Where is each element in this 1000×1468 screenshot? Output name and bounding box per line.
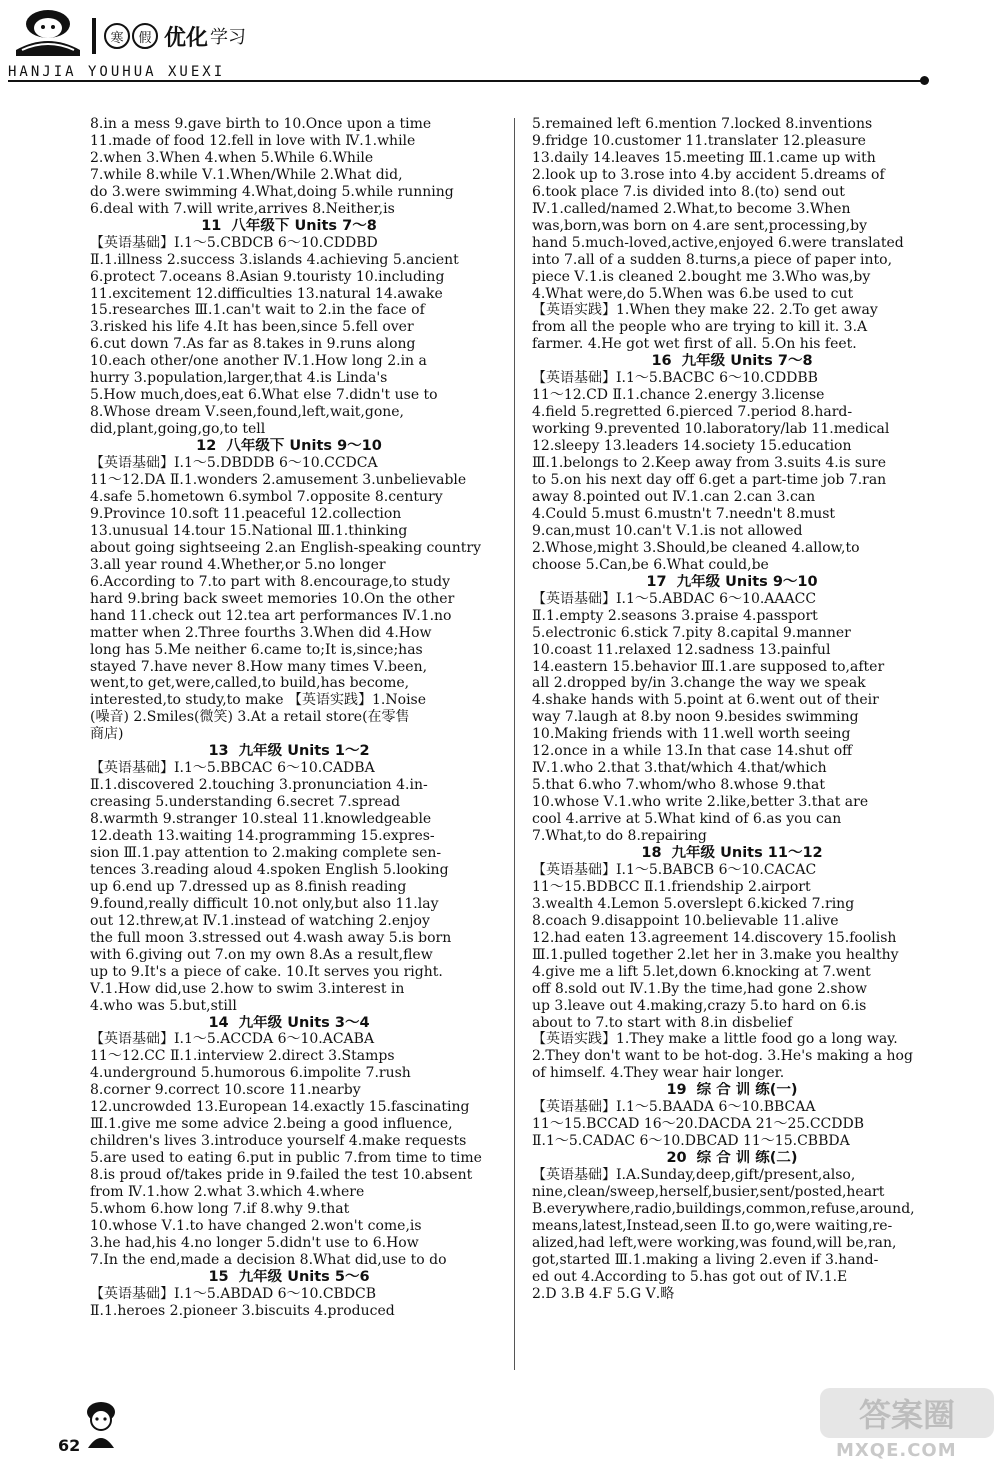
answer-line: matter when 2.Three fourths 3.When did 4.How — [90, 624, 432, 641]
answer-line: 【英语基础】Ⅰ.1～5.BACBC 6～10.CDDBB — [532, 370, 818, 387]
answer-line: 5.are used to eating 6.put in public 7.from time to time — [90, 1150, 482, 1167]
answer-line: 6.According to 7.to part with 8.encourage,to study — [90, 573, 451, 590]
section-title-text: 九年级 Units 1～2 — [238, 743, 370, 760]
answer-line: 3.he had,his 4.no longer 5.didn't use to 6.How — [90, 1234, 419, 1251]
answer-line: the full moon 3.stressed out 4.wash away 5.is born — [90, 929, 452, 946]
answer-line: 2.They don't want to be hot-dog. 3.He's making a hog — [532, 1048, 913, 1065]
answer-line: 11～15.BDBCC Ⅱ.1.friendship 2.airport — [532, 878, 811, 895]
answer-line: 9.fridge 10.customer 11.translater 12.pleasure — [532, 132, 866, 149]
answer-line: up 6.end up 7.dressed up as 8.finish reading — [90, 878, 407, 895]
answer-line: did,plant,going,go,to tell — [90, 421, 266, 438]
answer-line: 【英语基础】Ⅰ.1～5.BABCB 6～10.CACAC — [532, 861, 817, 878]
answer-line: Ⅳ.1.called/named 2.What,to become 3.When — [532, 200, 851, 217]
answer-line: 6.protect 7.oceans 8.Asian 9.touristy 10.including — [90, 268, 445, 285]
answer-line: from all the people who are trying to kill it. 3.A — [532, 319, 868, 336]
section-title-text: 九年级 Units 5～6 — [238, 1268, 370, 1285]
section-title — [532, 574, 932, 591]
answer-line: 【英语实践】1.When they make 22. 2.To get away — [532, 302, 878, 319]
answer-line: 【英语基础】Ⅰ.A.Sunday,deep,gift/present,also, — [532, 1167, 856, 1184]
answer-line: Ⅴ.1.How did,use 2.how to swim 3.interest in — [90, 980, 405, 997]
answer-line: 8.coach 9.disappoint 10.believable 11.alive — [532, 912, 839, 929]
page-header — [0, 0, 1000, 90]
section-title — [532, 1150, 932, 1167]
answer-line: 8.Whose dream Ⅴ.seen,found,left,wait,gone, — [90, 404, 405, 421]
answer-line: 15.researches Ⅲ.1.can't wait to 2.in the face of — [90, 302, 425, 319]
answer-line: 12.death 13.waiting 14.programming 15.expres- — [90, 828, 435, 845]
answer-line: do 3.were swimming 4.What,doing 5.while running — [90, 183, 454, 200]
answer-line: Ⅱ.1.illness 2.success 3.islands 4.achieving 5.ancient — [90, 251, 459, 268]
answer-line: 5.electronic 6.stick 7.pity 8.capital 9.manner — [532, 624, 851, 641]
answer-line: Ⅲ.1.give me some advice 2.being a good influence, — [90, 1116, 453, 1133]
section-number: 18 — [641, 844, 662, 861]
answer-line: 5.that 6.who 7.whom/who 8.whose 9.that — [532, 777, 825, 794]
answer-line: 5.whom 6.how long 7.if 8.why 9.that — [90, 1201, 350, 1217]
answer-line: 【英语基础】Ⅰ.1～5.ABDAC 6～10.AAACC — [532, 590, 817, 607]
answer-line: 2.when 3.When 4.when 5.While 6.While — [90, 149, 374, 166]
answer-line: up 3.leave out 4.making,crazy 5.to hard on 6.is — [532, 997, 867, 1014]
answer-line: with 6.giving out 7.on my own 8.As a result,flew — [90, 946, 433, 963]
answer-line: Ⅲ.1.pulled together 2.let her in 3.make you healthy — [532, 946, 899, 963]
column-divider — [514, 118, 515, 1370]
section-number: 15 — [208, 1268, 229, 1285]
answer-line: 10.coast 11.relaxed 12.sadness 13.painful — [532, 641, 831, 658]
answer-line: away 8.pointed out Ⅳ.1.can 2.can 3.can — [532, 488, 816, 505]
answer-line: way 7.laugh at 8.by noon 9.besides swimming — [532, 709, 859, 726]
answer-line: Ⅲ.1.belongs to 2.Keep away from 3.suits 4.is sure — [532, 455, 887, 472]
answer-line: working 9.prevented 10.laboratory/lab 11.medical — [532, 421, 890, 438]
brand-title — [92, 16, 246, 56]
answer-line: 8.in a mess 9.gave birth to 10.Once upon a time — [90, 116, 432, 132]
answer-line: 7.What,to do 8.repairing — [532, 828, 707, 845]
answer-line: stayed 7.have never 8.How many times Ⅴ.been, — [90, 658, 428, 675]
answer-line: Ⅱ.1.empty 2.seasons 3.praise 4.passport — [532, 607, 818, 624]
answer-line: 2.D 3.B 4.F 5.G Ⅴ.略 — [532, 1285, 675, 1302]
header-rule — [8, 80, 926, 82]
answer-line: all 2.dropped by/in 3.change the way we speak — [532, 675, 866, 692]
answer-line: 9.found,really difficult 10.not only,but also 11.lay — [90, 895, 439, 912]
section-title-text: 综 合 训 练(一) — [696, 1082, 798, 1099]
section-title — [532, 845, 932, 862]
page-number: 62 — [58, 1436, 81, 1455]
section-number: 20 — [666, 1150, 687, 1167]
answer-line: 7.while 8.while Ⅴ.1.When/While 2.What did, — [90, 166, 403, 183]
answer-line: 13.unusual 14.tour 15.National Ⅲ.1.thinking — [90, 522, 408, 539]
answer-line: ed out 4.According to 5.has got out of Ⅳ.1.E — [532, 1268, 848, 1285]
answer-line: 商店) — [90, 726, 124, 743]
answer-line: into 7.all of a sudden 8.turns,a piece of paper into, — [532, 251, 893, 268]
answer-line: was,born,was born on 4.are sent,processing,by — [532, 217, 867, 234]
answer-line: interested,to study,to make 【英语实践】1.Noise — [90, 692, 427, 709]
answer-line: means,latest,Instead,seen Ⅱ.to go,were waiting,re- — [532, 1217, 893, 1234]
answer-line: children's lives 3.introduce yourself 4.make requests — [90, 1133, 467, 1150]
answer-line: to 5.on his next day off 6.get a part-time job 7.ran — [532, 472, 887, 489]
circle-char: 寒 — [104, 23, 130, 49]
answer-line: 2.Whose,might 3.Should,be cleaned 4.allow,to — [532, 539, 860, 556]
footer-mascot-icon — [80, 1398, 122, 1450]
watermark-text: MXQE.COM — [836, 1440, 957, 1461]
answer-line: 【英语基础】Ⅰ.1～5.CBDCB 6～10.CDDBD — [90, 234, 378, 251]
answer-line: hand 11.check out 12.tea art performances Ⅳ.1.no — [90, 607, 452, 624]
answer-line: off 8.sold out Ⅳ.1.By the time,had gone 2.show — [532, 980, 868, 997]
answer-line: 13.daily 14.leaves 15.meeting Ⅲ.1.came up with — [532, 149, 876, 166]
answer-line: 4.field 5.regretted 6.pierced 7.period 8.hard- — [532, 404, 853, 421]
answer-line: about going sightseeing 2.an English-speaking country — [90, 539, 482, 556]
answer-line: hurry 3.population,larger,that 4.is Linda's — [90, 370, 388, 387]
answer-line: 3.all year round 4.Whether,or 5.no longer — [90, 556, 386, 573]
brand-bar — [92, 18, 96, 54]
watermark-chars: 答案圈 — [858, 1396, 956, 1434]
answer-line: Ⅳ.1.who 2.that 3.that/which 4.that/which — [532, 760, 827, 777]
answer-line: 11.excitement 12.difficulties 13.natural 14.awake — [90, 285, 443, 302]
answer-line: 【英语基础】Ⅰ.1～5.ACCDA 6～10.ACABA — [90, 1031, 375, 1048]
answer-line: 4.safe 5.hometown 6.symbol 7.opposite 8.century — [90, 488, 443, 505]
mascot-icon — [8, 6, 88, 58]
answer-line: nine,clean/sweep,herself,busier,sent/posted,heart — [532, 1184, 885, 1201]
section-title — [90, 1269, 488, 1286]
answer-line: about to 7.to start with 8.in disbelief — [532, 1014, 793, 1031]
answer-line: long has 5.Me neither 6.came to;It is,since;has — [90, 641, 423, 658]
section-title — [90, 743, 488, 760]
answer-line: piece Ⅴ.1.is cleaned 2.bought me 3.Who was,by — [532, 268, 871, 285]
answer-line: 10.Making friends with 11.well worth seeing — [532, 726, 851, 743]
answer-line: 3.risked his life 4.It has been,since 5.fell over — [90, 319, 414, 336]
section-number: 11 — [201, 217, 222, 234]
answer-line: 4.shake hands with 5.point at 6.went out of their — [532, 692, 879, 709]
section-number: 16 — [651, 353, 672, 370]
section-number: 12 — [196, 438, 217, 455]
section-number: 14 — [208, 1014, 229, 1031]
answer-line: 8.corner 9.correct 10.score 11.nearby — [90, 1082, 361, 1099]
answer-line: 6.took place 7.is divided into 8.(to) send out — [532, 183, 845, 200]
section-title — [90, 1015, 488, 1032]
answer-line: 10.each other/one another Ⅳ.1.How long 2.in a — [90, 353, 427, 370]
answer-line: 4.Could 5.must 6.mustn't 7.needn't 8.must — [532, 505, 836, 522]
answer-line: 11～15.BCCAD 16～20.DACDA 21～25.CCDDB — [532, 1116, 864, 1133]
answer-line: 8.warmth 9.stranger 10.steal 11.knowledgeable — [90, 811, 432, 828]
circle-char: 假 — [132, 23, 158, 49]
section-title — [90, 218, 488, 235]
section-title-text: 八年级下 Units 7～8 — [231, 217, 377, 234]
header-rule-dot — [920, 76, 929, 85]
answer-line: (噪音) 2.Smiles(微笑) 3.At a retail store(在零售 — [90, 709, 410, 726]
answer-line: 12.had eaten 13.agreement 14.discovery 15.foolish — [532, 929, 897, 946]
answer-line: hard 9.bring back sweet memories 10.On the other — [90, 590, 455, 607]
answer-line: 12.sleepy 13.leaders 14.society 15.education — [532, 438, 852, 455]
section-title-text: 八年级下 Units 9～10 — [226, 438, 382, 455]
answer-line: B.everywhere,radio,buildings,common,refuse,around, — [532, 1201, 915, 1217]
section-number: 17 — [646, 573, 667, 590]
answer-line: creasing 5.understanding 6.secret 7.spread — [90, 794, 401, 811]
answer-line: cool 4.arrive at 5.What kind of 6.as you can — [532, 811, 842, 828]
section-title — [532, 353, 932, 370]
answer-line: Ⅱ.1.heroes 2.pioneer 3.biscuits 4.produced — [90, 1302, 395, 1319]
answer-line: 11～12.CC Ⅱ.1.interview 2.direct 3.Stamps — [90, 1048, 395, 1065]
section-title-text: 九年级 Units 11～12 — [671, 844, 823, 861]
answer-line: farmer. 4.He got wet first of all. 5.On his feet. — [532, 336, 857, 353]
answer-line: 7.In the end,made a decision 8.What did,use to do — [90, 1251, 447, 1268]
answer-line: 11.made of food 12.fell in love with Ⅳ.1.while — [90, 132, 416, 149]
answer-line: 4.underground 5.humorous 6.impolite 7.rush — [90, 1065, 411, 1082]
answer-line: 【英语基础】Ⅰ.1～5.ABDAD 6～10.CBDCB — [90, 1285, 377, 1302]
answer-line: up to 9.It's a piece of cake. 10.It serves you right. — [90, 963, 443, 980]
answer-line: alized,had left,were working,was found,will be,ran, — [532, 1234, 897, 1251]
section-title-text: 九年级 Units 3～4 — [238, 1014, 370, 1031]
section-title-text: 九年级 Units 9～10 — [676, 573, 818, 590]
answer-line: 10.whose Ⅴ.1.who write 2.like,better 3.that are — [532, 794, 869, 811]
answer-line: hand 5.much-loved,active,enjoyed 6.were translated — [532, 234, 904, 251]
answer-line: 9.Province 10.soft 11.peaceful 12.collection — [90, 505, 402, 522]
answer-line: 【英语实践】1.They make a little food go a long way. — [532, 1031, 898, 1048]
answer-line: out 12.threw,at Ⅳ.1.instead of watching 2.enjoy — [90, 912, 430, 929]
answer-line: 12.once in a while 13.In that case 14.shut off — [532, 743, 853, 760]
answer-line: 【英语基础】Ⅰ.1～5.DBDDB 6～10.CCDCA — [90, 455, 378, 472]
answer-line: 11～12.DA Ⅱ.1.wonders 2.amusement 3.unbelievable — [90, 472, 467, 489]
answer-line: 4.give me a lift 5.let,down 6.knocking at 7.went — [532, 963, 871, 980]
answer-line: 12.uncrowded 13.European 14.exactly 15.fascinating — [90, 1099, 470, 1116]
answer-line: 14.eastern 15.behavior Ⅲ.1.are supposed to,after — [532, 658, 885, 675]
answer-line: 2.look up to 3.rose into 4.by accident 5.dreams of — [532, 166, 885, 183]
header-pinyin: HANJIA YOUHUA XUEXI — [8, 64, 226, 80]
answer-line: Ⅱ.1.discovered 2.touching 3.pronunciation 4.in- — [90, 777, 428, 794]
section-title-text: 九年级 Units 7～8 — [681, 353, 813, 370]
answer-line: 5.How much,does,eat 6.What else 7.didn't use to — [90, 387, 438, 404]
answer-line: sion Ⅲ.1.pay attention to 2.making complete sen- — [90, 844, 442, 861]
answer-line: 6.deal with 7.will write,arrives 8.Neither,is — [90, 200, 395, 217]
brand-sub: 学习 — [210, 27, 247, 48]
section-number: 19 — [666, 1082, 687, 1099]
answer-line: went,to get,were,called,to build,has become, — [90, 675, 410, 692]
answer-line: 4.who was 5.but,still — [90, 997, 237, 1014]
answer-line: 【英语基础】Ⅰ.1～5.BAADA 6～10.BBCAA — [532, 1099, 816, 1116]
answer-line: 6.cut down 7.As far as 8.takes in 9.runs along — [90, 336, 416, 353]
section-title — [532, 1082, 932, 1099]
answer-line: Ⅱ.1～5.CADAC 6～10.DBCAD 11～15.CBBDA — [532, 1133, 850, 1150]
answer-line: 8.is proud of/takes pride in 9.failed the test 10.absent — [90, 1167, 473, 1184]
section-title-text: 综 合 训 练(二) — [696, 1150, 798, 1167]
answer-line: 9.can,must 10.can't Ⅴ.1.is not allowed — [532, 522, 803, 539]
answer-line: 4.What were,do 5.When was 6.be used to cut — [532, 285, 854, 302]
answer-line: 3.wealth 4.Lemon 5.overslept 6.kicked 7.ring — [532, 895, 855, 912]
answer-line: 11～12.CD Ⅱ.1.chance 2.energy 3.license — [532, 387, 825, 404]
answer-line: from Ⅳ.1.how 2.what 3.which 4.where — [90, 1184, 365, 1201]
answer-column-right — [532, 116, 932, 1303]
brand-main: 优化 — [164, 25, 209, 51]
answer-line: tences 3.reading aloud 4.spoken English 5.looking — [90, 861, 449, 878]
section-title — [90, 438, 488, 455]
answer-line: of himself. 4.They wear hair longer. — [532, 1065, 785, 1082]
answer-line: 5.remained left 6.mention 7.locked 8.inventions — [532, 116, 873, 132]
section-number: 13 — [208, 743, 229, 760]
answer-line: choose 5.Can,be 6.What could,be — [532, 556, 769, 573]
answer-line: 【英语基础】Ⅰ.1～5.BBCAC 6～10.CADBA — [90, 760, 375, 777]
answer-column-left — [90, 116, 488, 1320]
answer-line: got,started Ⅲ.1.making a living 2.even if 3.hand- — [532, 1251, 879, 1268]
answer-line: 10.whose Ⅴ.1.to have changed 2.won't come,is — [90, 1217, 422, 1234]
